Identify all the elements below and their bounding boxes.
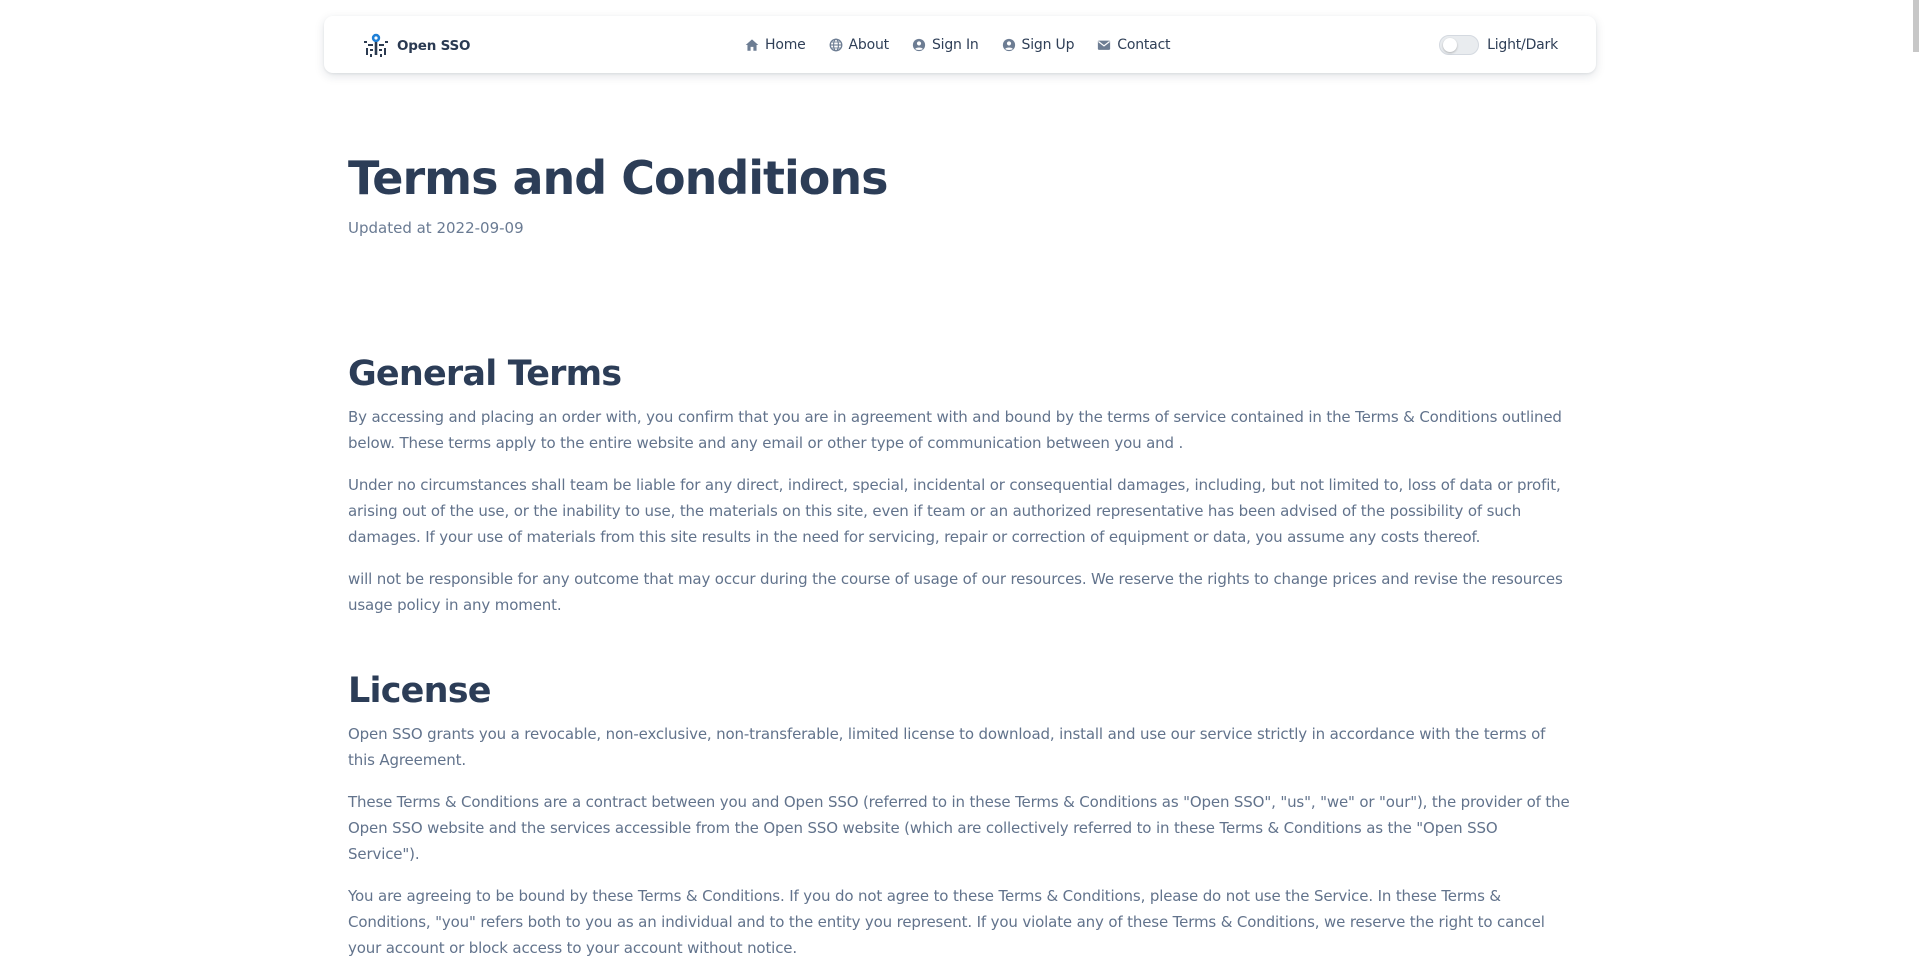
home-icon <box>745 38 759 52</box>
page-scrollbar[interactable] <box>1913 0 1919 52</box>
section-general-terms <box>348 350 1572 634</box>
section-paragraph: Under no circumstances shall team be liable for any direct, indirect, special, incidental or consequential damages, including, but not limited to, loss of data or profit, arising out of the use, or the inability to use, the materials on this site, even if team or an authorized representative has been advised of the possibility of such damages. If your use of materials from this site results in the need for servicing, repair or correction of equipment or data, you assume any costs thereof. <box>348 476 1561 546</box>
nav-home[interactable] <box>745 37 806 53</box>
section-paragraph: will not be responsible for any outcome that may occur during the course of usage of our resources. We reserve the rights to change prices and revise the resources usage policy in any moment. <box>348 570 1563 614</box>
theme-toggle <box>1439 16 1558 73</box>
brand-logo-icon <box>362 32 390 60</box>
theme-switch[interactable] <box>1439 35 1479 55</box>
updated-date: Updated at 2022-09-09 <box>348 219 524 237</box>
nav-sign-up[interactable] <box>1002 37 1075 53</box>
nav-contact[interactable] <box>1097 37 1170 53</box>
top-navbar <box>324 16 1596 73</box>
nav-sign-in[interactable] <box>912 37 979 53</box>
envelope-icon <box>1097 38 1111 52</box>
section-heading: License <box>348 671 491 711</box>
nav-contact-label: Contact <box>1117 36 1171 53</box>
globe-icon <box>829 38 843 52</box>
section-paragraph: These Terms & Conditions are a contract between you and Open SSO (referred to in these Terms & Conditions as "Open SSO", "us", "we" or "our"), the provider of the Open SSO website and the services accessible from the Open SSO website (which are collectively referred to in these Terms & Conditions as the "Open SSO Service"). <box>348 793 1570 863</box>
nav-sign-up-label: Sign Up <box>1021 36 1075 53</box>
page-title: Terms and Conditions <box>348 151 888 205</box>
brand-name: Open SSO <box>397 38 471 54</box>
nav-sign-in-label: Sign In <box>931 36 979 53</box>
brand-link[interactable] <box>362 32 470 60</box>
switch-knob <box>1443 38 1457 52</box>
nav-home-label: Home <box>765 36 806 53</box>
main-nav <box>745 16 1170 73</box>
section-paragraph: Open SSO grants you a revocable, non-exclusive, non-transferable, limited license to download, install and use our service strictly in accordance with the terms of this Agreement. <box>348 725 1546 769</box>
theme-toggle-label: Light/Dark <box>1487 36 1558 53</box>
section-paragraph: You are agreeing to be bound by these Terms & Conditions. If you do not agree to these Terms & Conditions, please do not use the Service. In these Terms & Conditions, "you" refers both to you as an individual and to the entity you represent. If you violate any of these Terms & Conditions, we reserve the right to cancel your account or block access to your account without notice. <box>348 887 1545 957</box>
user-circle-icon <box>1002 38 1016 52</box>
nav-about[interactable] <box>829 37 889 53</box>
section-paragraph: By accessing and placing an order with, you confirm that you are in agreement with and bound by the terms of service contained in the Terms & Conditions outlined below. These terms apply to the entire website and any email or other type of communication between you and . <box>348 408 1562 452</box>
user-circle-icon <box>912 38 926 52</box>
section-license <box>348 667 1572 977</box>
section-heading: General Terms <box>348 354 622 394</box>
nav-about-label: About <box>848 36 889 53</box>
